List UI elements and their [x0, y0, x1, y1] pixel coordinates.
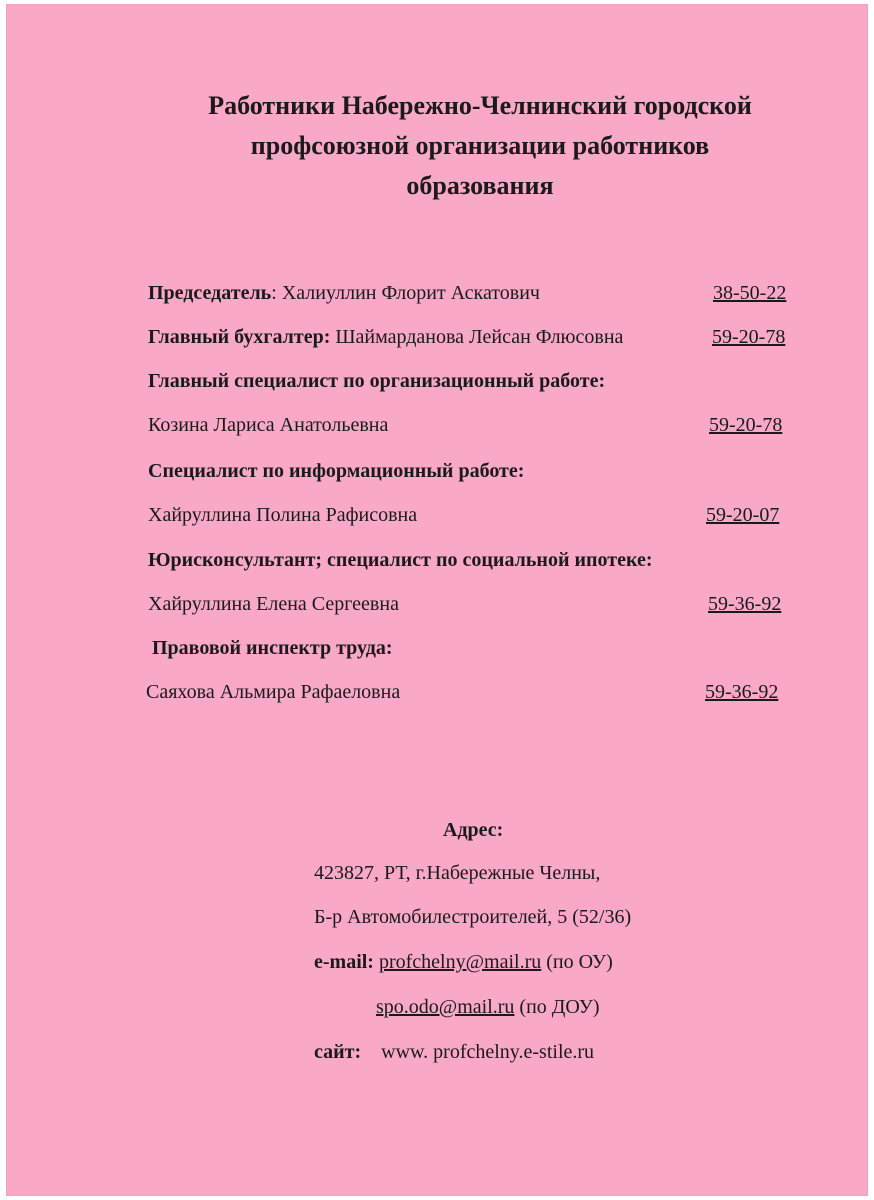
title-line-1: Работники Набережно-Челнинский городской [208, 91, 752, 120]
address-line-2: Б-р Автомобилестроителей, 5 (52/36) [314, 906, 632, 928]
org-specialist-role: Главный специалист по организационный работе: [148, 370, 606, 392]
labor-inspector-role-row [152, 634, 802, 662]
info-specialist-phone: 59-20-07 [706, 504, 780, 526]
accountant-phone: 59-20-78 [712, 326, 786, 348]
chairman-role: Председатель [148, 282, 272, 304]
document-title [120, 86, 840, 206]
accountant-name: Шаймарданова Лейсан Флюсовна [330, 326, 624, 348]
labor-inspector-name-row [146, 678, 796, 706]
labor-inspector-role: Правовой инспектр труда: [152, 637, 393, 659]
email-link-2[interactable]: spo.odo@mail.ru [376, 996, 515, 1018]
accountant-row [148, 323, 798, 351]
chairman-phone: 38-50-22 [713, 282, 787, 304]
lawyer-name: Хайруллина Елена Сергеевна [148, 593, 399, 615]
org-specialist-phone: 59-20-78 [709, 414, 783, 436]
scan-margin [868, 0, 874, 1200]
chairman-sep: : [271, 282, 277, 304]
email-note-1: (по ОУ) [541, 951, 613, 973]
chairman-row [148, 279, 798, 307]
site-label: сайт: [314, 1041, 362, 1063]
email-note-2: (по ДОУ) [514, 996, 600, 1018]
email-row-2 [376, 993, 600, 1021]
title-line-2: профсоюзной организации работников [250, 131, 710, 160]
labor-inspector-phone: 59-36-92 [705, 681, 779, 703]
info-specialist-role-row [148, 457, 798, 485]
site-link[interactable]: www. profchelny.e-stile.ru [381, 1041, 595, 1063]
lawyer-name-row [148, 590, 798, 618]
address-heading: Адрес: [443, 819, 504, 841]
lawyer-phone: 59-36-92 [708, 593, 782, 615]
email-row-1 [314, 948, 613, 976]
chairman-name: Халиуллин Флорит Аскатович [276, 282, 540, 304]
info-specialist-role: Специалист по информационный работе: [148, 460, 525, 482]
accountant-role: Главный бухгалтер: [148, 326, 331, 348]
address-line-1: 423827, РТ, г.Набережные Челны, [314, 862, 601, 884]
lawyer-role: Юрисконсультант; специалист по социальной ипотеке: [148, 549, 653, 571]
lawyer-role-row [148, 546, 798, 574]
email-label: e-mail: [314, 951, 374, 973]
email-link-1[interactable]: profchelny@mail.ru [378, 951, 542, 973]
info-specialist-name-row [148, 501, 798, 529]
labor-inspector-name: Саяхова Альмира Рафаеловна [146, 681, 401, 703]
title-line-3: образования [406, 171, 554, 200]
site-row [314, 1038, 594, 1066]
org-specialist-role-row [148, 367, 798, 395]
info-specialist-name: Хайруллина Полина Рафисовна [148, 504, 418, 526]
org-specialist-name-row [148, 411, 798, 439]
org-specialist-name: Козина Лариса Анатольевна [148, 414, 389, 436]
